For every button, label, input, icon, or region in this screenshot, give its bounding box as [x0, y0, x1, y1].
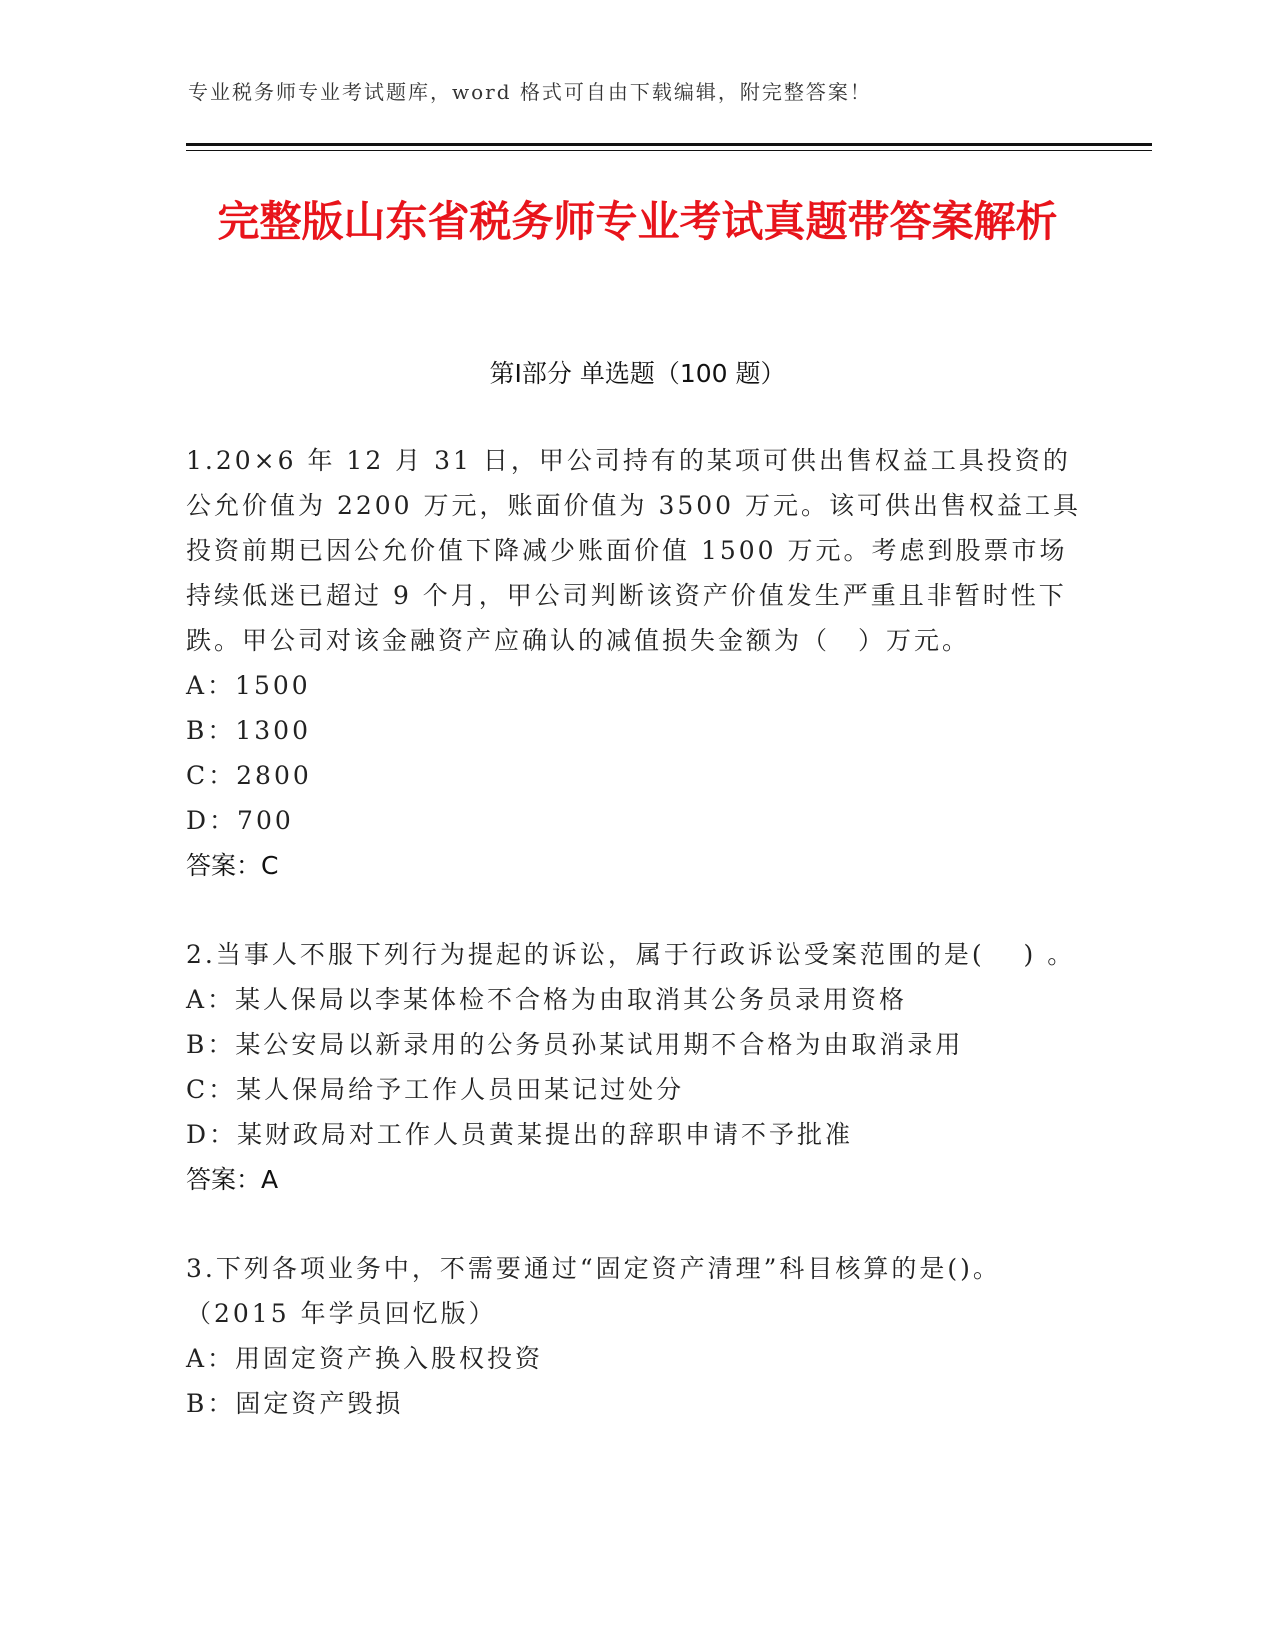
- answer: 答案：C: [186, 851, 279, 880]
- option-c: C：2800: [186, 761, 312, 790]
- section-title: 第Ⅰ部分 单选题（100 题）: [489, 359, 786, 388]
- question-text: 2.当事人不服下列行为提起的诉讼，属于行政诉讼受案范围的是( ) 。: [186, 940, 1076, 969]
- question-3: [186, 1246, 1086, 1426]
- option-d: D：700: [186, 806, 294, 835]
- header-rule-thin: [186, 150, 1152, 151]
- question-text: 1.20×6 年 12 月 31 日，甲公司持有的某项可供出售权益工具投资的公允价值为 2200 万元，账面价值为 3500 万元。该可供出售权益工具投资前期已因公允价值下降减少账面价值 1500 万元。考虑到股票市场持续低迷已超过 9 个月，甲公司判断该资产价值发生严重且非暂时性下跌。甲公司对该金融资产应确认的减值损失金额为（ ）万元。: [186, 446, 1082, 655]
- option-a: A：用固定资产换入股权投资: [186, 1344, 544, 1373]
- question-1: [186, 438, 1086, 888]
- option-d: D：某财政局对工作人员黄某提出的辞职申请不予批准: [186, 1120, 854, 1149]
- document-title: 完整版山东省税务师专业考试真题带答案解析: [217, 197, 1058, 246]
- question-2: [186, 932, 1086, 1202]
- option-c: C：某人保局给予工作人员田某记过处分: [186, 1075, 685, 1104]
- option-b: B：固定资产毁损: [186, 1389, 404, 1418]
- header-note: 专业税务师专业考试题库，word 格式可自由下载编辑，附完整答案！: [188, 80, 872, 104]
- answer: 答案：A: [186, 1165, 279, 1194]
- option-b: B：1300: [186, 716, 311, 745]
- option-a: A：某人保局以李某体检不合格为由取消其公务员录用资格: [186, 985, 908, 1014]
- header-rule-thick: [186, 143, 1152, 146]
- option-a: A：1500: [186, 671, 311, 700]
- question-list: [186, 438, 1086, 1470]
- option-b: B：某公安局以新录用的公务员孙某试用期不合格为由取消录用: [186, 1030, 964, 1059]
- question-text: 3.下列各项业务中，不需要通过“固定资产清理”科目核算的是()。（2015 年学员回忆版）: [186, 1254, 1001, 1328]
